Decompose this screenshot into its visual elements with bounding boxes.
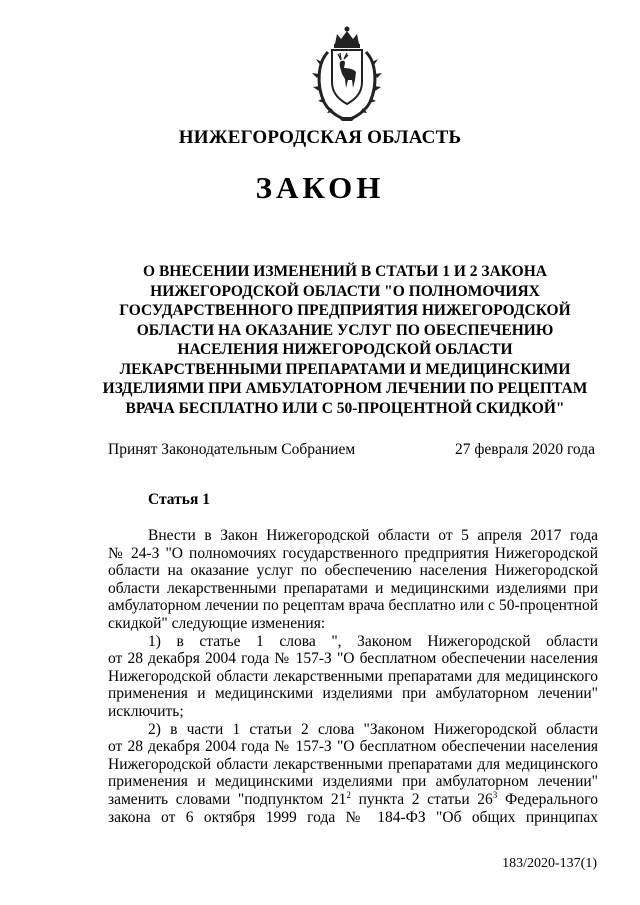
law-title-line: ГОСУДАРСТВЕННОГО ПРЕДПРИЯТИЯ НИЖЕГОРОДСКОЙ (119, 302, 571, 319)
paragraph-line: Внести в Закон Нижегородской области от 5 апреля 2017 года (148, 527, 598, 544)
paragraph-line: применения и медицинскими изделиями при амбулаторном лечении" (108, 773, 598, 791)
law-title (95, 262, 595, 418)
adoption-date: 27 февраля 2020 года (454, 441, 595, 458)
law-title-line: О ВНЕСЕНИИ ИЗМЕНЕНИЙ В СТАТЬИ 1 И 2 ЗАКОНА (143, 263, 547, 280)
region-title: НИЖЕГОРОДСКАЯ ОБЛАСТЬ (178, 127, 462, 148)
superscript: 2 (346, 790, 351, 800)
law-title-line: НИЖЕГОРОДСКОЙ ОБЛАСТИ "О ПОЛНОМОЧИЯХ (150, 282, 540, 300)
text-fragment: пункта 2 статьи 26 (350, 790, 493, 808)
paragraph-line: исключить; (108, 702, 184, 720)
article-heading: Статья 1 (148, 491, 210, 508)
paragraph-line: от 28 декабря 2004 года № 157-З "О бесплатном обеспечении населения (108, 650, 598, 668)
paragraph-line: № 24-З "О полномочиях государственного предприятия Нижегородской (108, 544, 598, 562)
paragraph-line: области лекарственными препаратами и медицинскими изделиями при (108, 579, 598, 597)
coat-of-arms-emblem (308, 22, 386, 124)
paragraph-line: скидкой" следующие изменения: (108, 614, 326, 632)
paragraph-line: закона от 6 октября 1999 года № 184-ФЗ "Об общих принципах (108, 808, 598, 826)
text-fragment: заменить словами "подпунктом 21 (108, 790, 347, 808)
paragraph-line-with-superscripts (108, 791, 598, 809)
law-title-line: ОБЛАСТИ НА ОКАЗАНИЕ УСЛУГ ПО ОБЕСПЕЧЕНИЮ (136, 321, 554, 339)
paragraph-line: Нижегородской области лекарственными препаратами для медицинского (108, 755, 598, 773)
paragraph-line: области на оказание услуг по обеспечению населения Нижегородской (108, 562, 598, 580)
law-title-line: ВРАЧА БЕСПЛАТНО ИЛИ С 50-ПРОЦЕНТНОЙ СКИДКОЙ" (125, 399, 565, 417)
law-title-line: НАСЕЛЕНИЯ НИЖЕГОРОДСКОЙ ОБЛАСТИ (177, 341, 513, 358)
document-type: ЗАКОН (255, 170, 385, 205)
text-fragment: Федерального (497, 790, 598, 808)
paragraph-line: Нижегородской области лекарственными препаратами для медицинского (108, 667, 598, 685)
paragraph-line: амбулаторном лечении по рецептам врача бесплатно или с 50-процентной (108, 597, 598, 615)
document-code: 183/2020-137(1) (502, 856, 597, 871)
adoption-row (108, 441, 595, 459)
paragraph-line: применения и медицинскими изделиями при амбулаторном лечении" (108, 685, 598, 703)
law-title-line: ЛЕКАРСТВЕННЫМИ ПРЕПАРАТАМИ И МЕДИЦИНСКИМИ (119, 360, 571, 378)
superscript: 3 (492, 790, 498, 800)
law-title-line: ИЗДЕЛИЯМИ ПРИ АМБУЛАТОРНОМ ЛЕЧЕНИИ ПО РЕЦЕПТАМ (102, 380, 588, 397)
paragraph-line: 2) в части 1 статьи 2 слова "Законом Нижегородской области (148, 720, 598, 738)
paragraph-line: 1) в статье 1 слова ", Законом Нижегородской области (148, 632, 598, 650)
paragraph-line: от 28 декабря 2004 года № 157-З "О бесплатном обеспечении населения (108, 738, 598, 756)
adoption-label: Принят Законодательным Собранием (108, 441, 356, 458)
article-body (108, 527, 598, 826)
